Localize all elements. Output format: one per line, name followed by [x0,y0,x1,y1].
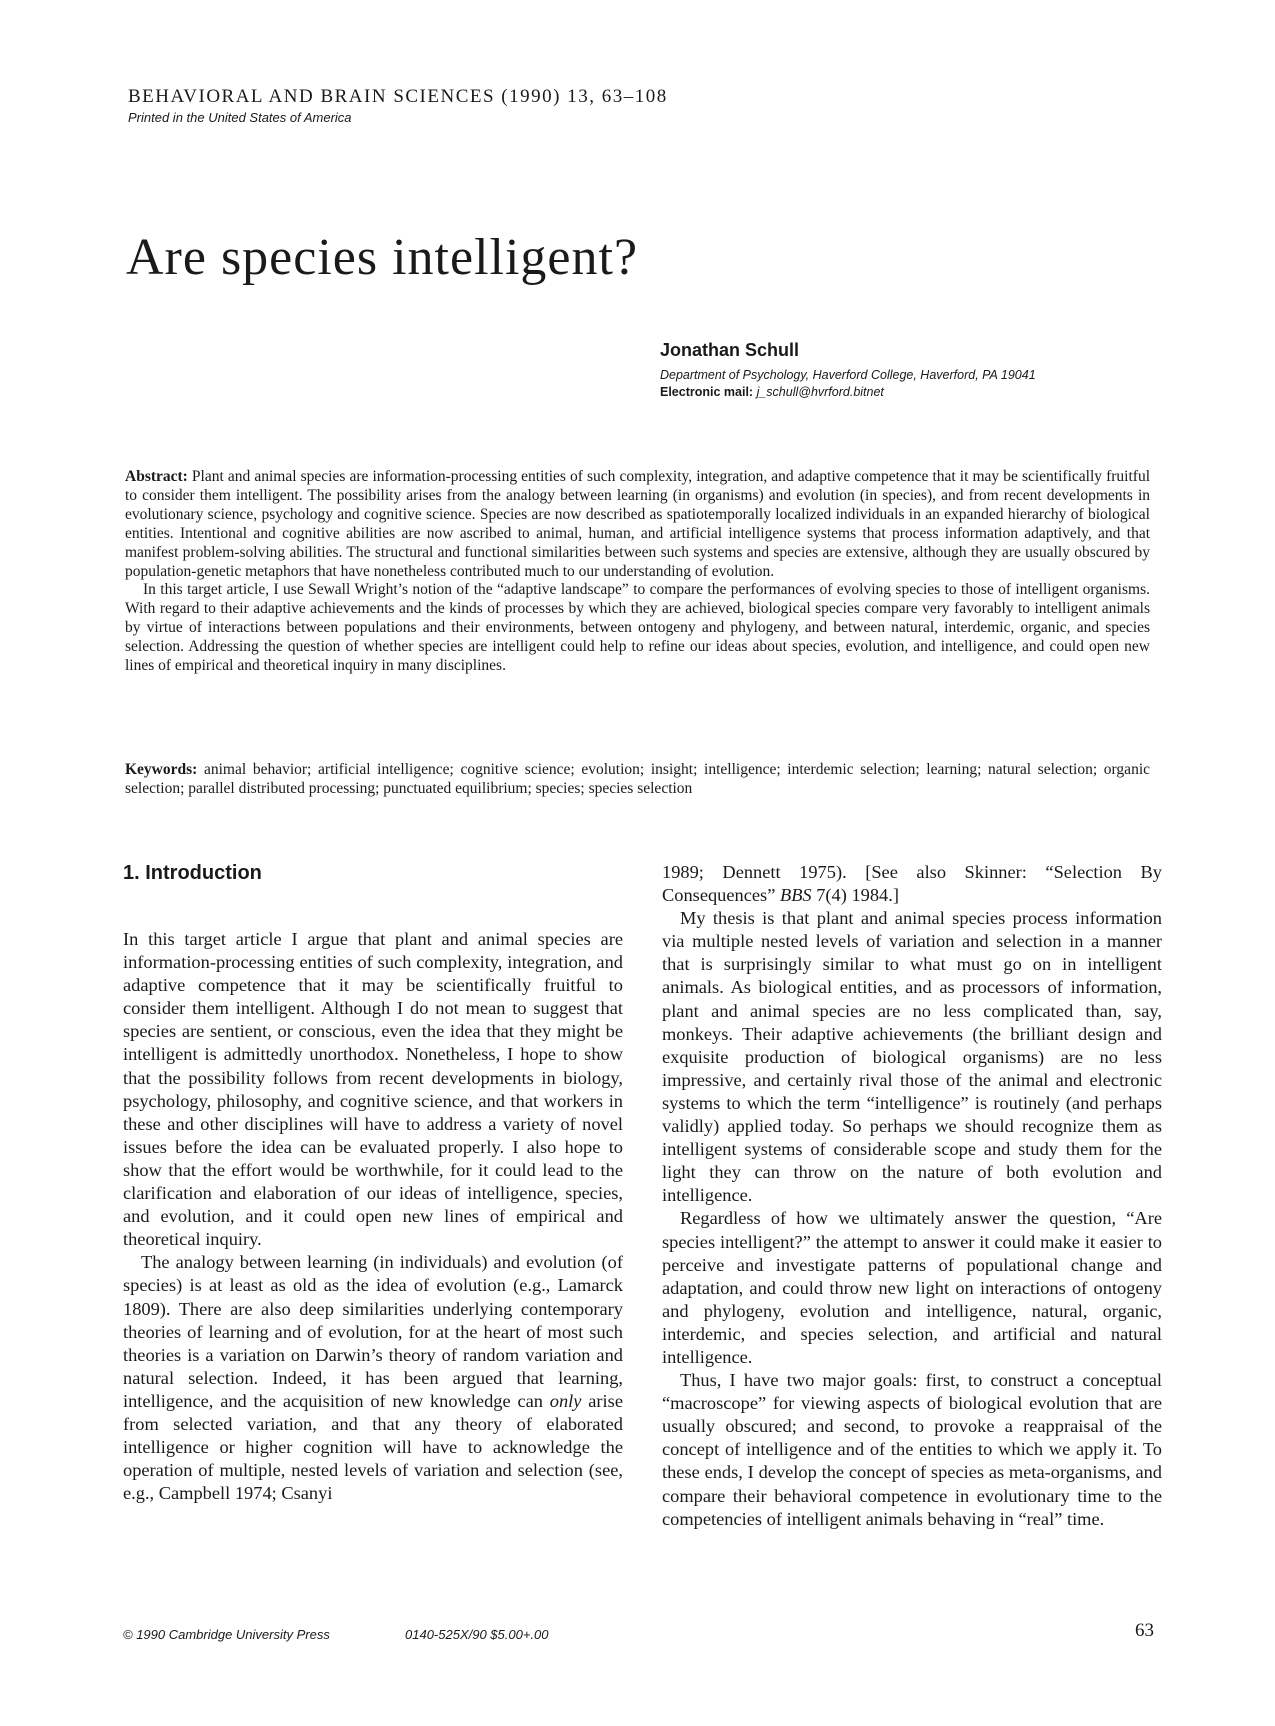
author-email: j_schull@hvrford.bitnet [756,385,884,399]
author-block [660,340,1036,401]
abstract-paragraph-2: In this target article, I use Sewall Wright’s notion of the “adaptive landscape” to compare the performances of evolving species to those of intelligent organisms. With regard to their adaptive achievements and the kinds of processes by which they are achieved, biological species compare very favorably to intelligent animals by virtue of interactions between populations and their environments, between ontogeny and phylogeny, and between natural, interdemic, organic, and species selection. Addressing the question of whether species are intelligent could help to refine our ideas about species, evolution, and intelligence, and could open new lines of empirical and theoretical inquiry in many disciplines. [125,581,1150,675]
abstract [125,468,1150,676]
keywords [125,760,1150,798]
body-text: The analogy between learning (in individuals) and evolution (of species) is at least as old as the idea of evolution (e.g., Lamarck 1809). There are also deep similarities underlying contemporary theories of learning and of evolution, for at the heart of most such theories is a variation on Darwin’s theory of random variation and natural selection. Indeed, it has been argued that learning, intelligence, and the acquisition of new knowledge can [123,1252,623,1411]
footer-code: 0140-525X/90 $5.00+.00 [405,1627,549,1642]
journal-header: BEHAVIORAL AND BRAIN SCIENCES (1990) 13, 63–108 [128,86,668,107]
body-paragraph [123,1251,623,1505]
affiliation-text: Department of Psychology, Haverford College, Haverford, PA 19041 [660,368,1036,382]
body-paragraph [662,861,1162,907]
body-column-right [662,861,1162,1531]
keywords-label: Keywords: [125,761,198,778]
body-paragraph: My thesis is that plant and animal species process information via multiple nested levels of variation and selection in a manner that is surprisingly similar to what must go on in intelligent animals. As biological entities, and as processors of information, plant and animal species are no less complicated than, say, monkeys. Their adaptive achievements (the brilliant design and exquisite production of biological organisms) are no less impressive, and certainly rival those of the animal and electronic systems to which the term “intelligence” is routinely (and perhaps validly) applied today. So perhaps we should recognize them as intelligent systems of considerable scope and study them for the light they can throw on the nature of both evolution and intelligence. [662,908,1162,1206]
body-paragraph: Regardless of how we ultimately answer the question, “Are species intelligent?” the attempt to answer it could make it easier to perceive and investigate patterns of populational change and adaptation, and could throw new light on interactions of ontogeny and phylogeny, evolution and intelligence, natural, organic, interdemic, and species selection, and artificial and natural intelligence. [662,1208,1162,1367]
body-text: arise from selected variation, and that any theory of elaborated intelligence or higher cognition will have to acknowledge the operation of multiple, nested levels of variation and selection (see, e.g., Campbell 1974; Csanyi [123,1390,623,1504]
printed-note: Printed in the United States of America [128,110,352,125]
body-emphasis: only [549,1390,582,1411]
body-text: 1989; Dennett 1975). [See also Skinner: “Selection By Consequences” [662,862,1162,906]
keywords-text: animal behavior; artificial intelligence; cognitive science; evolution; insight; intelligence; interdemic selection; learning; natural selection; organic selection; parallel distributed processing; punctuated equilibrium; species; species selection [125,761,1150,797]
footer-copyright: © 1990 Cambridge University Press [123,1627,330,1642]
article-title: Are species intelligent? [126,229,639,286]
email-label: Electronic mail: [660,385,757,399]
author-email-line [660,384,1036,401]
body-emphasis: BBS [779,885,812,906]
body-column-left [123,928,623,1505]
abstract-paragraph-1 [125,468,1150,581]
abstract-label: Abstract: [125,468,188,485]
author-name: Jonathan Schull [660,340,800,360]
author-affiliation [660,367,1036,384]
page-number: 63 [1135,1620,1154,1641]
section-heading: 1. Introduction [123,862,262,884]
body-text: 7(4) 1984.] [811,885,899,906]
body-paragraph: In this target article I argue that plant and animal species are information-processing entities of such complexity, integration, and adaptive competence that it may be scientifically fruitful to consider them intelligent. Although I do not mean to suggest that species are sentient, or conscious, even the idea that they might be intelligent is admittedly unorthodox. Nonetheless, I hope to show that the possibility follows from recent developments in biology, psychology, philosophy, and cognitive science, and that workers in these and other disciplines will have to address a variety of novel issues before the idea can be evaluated properly. I also hope to show that the effort would be worthwhile, for it could lead to the clarification and elaboration of our ideas of intelligence, species, and evolution, and it could open new lines of empirical and theoretical inquiry. [123,929,623,1250]
abstract-text-1: Plant and animal species are information-processing entities of such complexity, integration, and adaptive competence that it may be scientifically fruitful to consider them intelligent. The possibility arises from the analogy between learning (in organisms) and evolution (in species), and from recent developments in evolutionary science, psychology and cognitive science. Species are now described as spatiotemporally localized individuals in an expanded hierarchy of biological entities. Intentional and cognitive abilities are now ascribed to animal, human, and artificial intelligence systems that process information adaptively, and that manifest problem-solving abilities. The structural and functional similarities between such systems and species are extensive, although they are usually obscured by population-genetic metaphors that have nonetheless contributed much to our understanding of evolution. [125,468,1150,580]
body-paragraph: Thus, I have two major goals: first, to construct a conceptual “macroscope” for viewing aspects of biological evolution that are usually obscured; and second, to provoke a reappraisal of the concept of intelligence and of the entities to which we apply it. To these ends, I develop the concept of species as meta-organisms, and compare their behavioral competence in evolutionary time to the competencies of intelligent animals behaving in “real” time. [662,1370,1162,1529]
